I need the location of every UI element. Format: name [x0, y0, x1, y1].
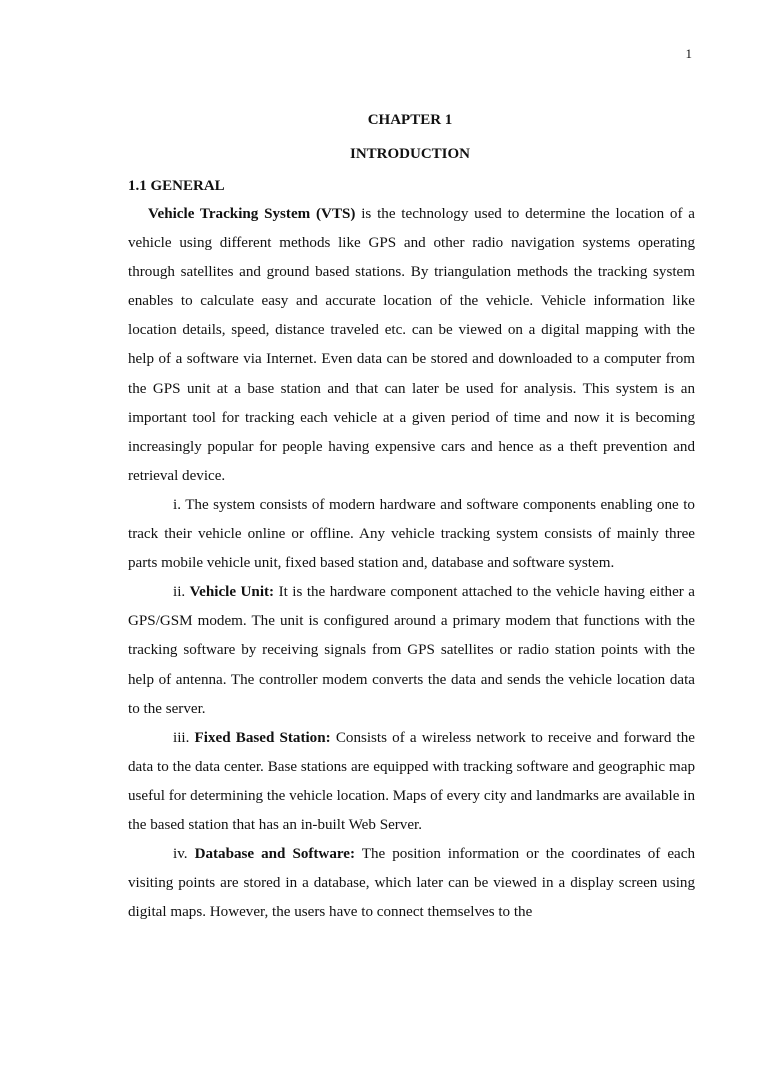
list-text: The position information or the coordinates of each visiting points are stored in a database, which later can be viewed in a display screen using digital maps. However, the users have to connect themselves to the	[128, 846, 695, 921]
list-numeral: ii.	[173, 584, 186, 601]
chapter-title: INTRODUCTION	[349, 146, 470, 162]
list-numeral: iv.	[173, 846, 188, 863]
list-item	[128, 724, 695, 840]
page-number: 1	[685, 46, 692, 61]
body-text	[128, 200, 695, 927]
intro-text: is the technology used to determine the location of a vehicle using different methods like GPS and other radio navigation systems operating through satellites and ground based stations. By triangulation methods the tracking system enables to calculate easy and accurate location of the vehicle. Vehicle information like location details, speed, distance traveled etc. can be viewed on a digital mapping with the help of a software via Internet. Even data can be stored and downloaded to a computer from the GPS unit at a base station and that can later be used for analysis. This system is an important tool for tracking each vehicle at a given period of time and now it is becoming increasingly popular for people having expensive cars and hence as a theft prevention and retrieval device.	[128, 206, 695, 484]
list-text: The system consists of modern hardware and software components enabling one to track their vehicle online or offline. Any vehicle tracking system consists of mainly three parts mobile vehicle unit, fixed based station and, database and software system.	[128, 496, 695, 572]
list-text: It is the hardware component attached to the vehicle having either a GPS/GSM modem. The unit is configured around a primary modem that functions with the tracking software by receiving signals from GPS satellites or radio station points with the help of antenna. The controller modem converts the data and sends the vehicle location data to the server.	[128, 584, 695, 717]
list-numeral: iii.	[173, 729, 190, 746]
intro-paragraph	[128, 200, 695, 491]
list-item	[128, 578, 695, 723]
list-text: Consists of a wireless network to receive and forward the data to the data center. Base stations are equipped with tracking software and geographic map useful for determining the vehicle location. Maps of every city and landmarks are available in the based station that has an in-built Web Server.	[128, 729, 695, 833]
list-item	[128, 840, 695, 927]
list-term: Fixed Based Station:	[194, 729, 331, 746]
list-term: Database and Software:	[194, 846, 356, 863]
list-item	[128, 491, 695, 578]
chapter-label: CHAPTER 1	[367, 112, 453, 128]
list-term: Vehicle Unit:	[189, 584, 275, 601]
list-numeral: i.	[173, 496, 181, 513]
intro-term: Vehicle Tracking System (VTS)	[148, 206, 356, 222]
section-heading: 1.1 GENERAL	[128, 178, 225, 194]
